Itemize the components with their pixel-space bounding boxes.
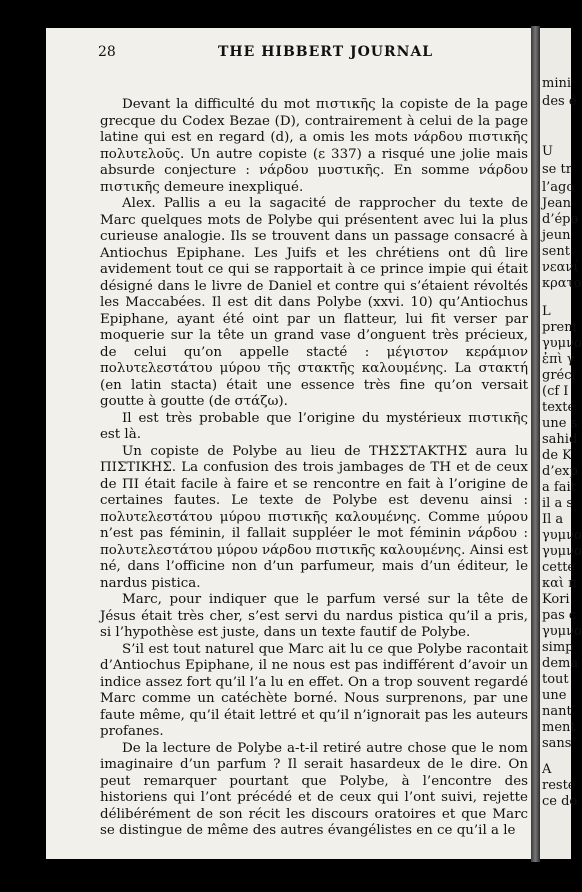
paragraph: Devant la difficulté du mot πιστικῆς la copiste de la page grecque du Codex Bezae (D), contrairement à celui de la page latine qui est en regard (d), a omis les mots νάρδου πιστικῆς πολυτελοῦς. Un autre copiste (ε 337) a risqué une jolie mais absurde conjecture : νάρδου μυστικῆς. En somme νάρδου πιστικῆς demeure inexpliqué. [100,97,528,195]
book-gutter [531,26,540,862]
facing-page-fragment: Jean [542,196,572,211]
paragraph: S’il est tout naturel que Marc ait lu ce que Polybe racontait d’Antiochus Epiphane, il ne nous est pas indifférent d’avoir un indice assez fort qu’il l’a lu en effet. On a trop souvent regardé Marc comme un catéchète borné. Nous surprenons, par une faute même, qu’il était lettré et qu’il n’ignorait pas les auteurs profanes. [100,641,528,739]
paragraph: Il est très probable que l’origine du mystérieux πιστικῆς est là. [100,410,528,442]
page-number: 28 [98,44,116,60]
facing-page-fragment: de K [542,448,572,463]
facing-page-fragment: texte [542,400,576,415]
facing-page-fragment: Kori [542,592,570,607]
facing-page-fragment: κρατο [542,276,582,291]
running-title: THE HIBBERT JOURNAL [218,44,434,60]
paragraph: Alex. Pallis a eu la sagacité de rapprocher du texte de Marc quelques mots de Polybe qui présentent avec lui la plus curieuse analogie. Ils se trouvent dans un passage consacré à Antiochus Epiphane. Les Juifs et les chrétiens ont dû lire avidement tout ce qui se rapportait à ce prince impie qui était désigné dans le livre de Daniel et contre qui s’étaient révoltés les Maccabées. Il est dit dans Polybe (xxvi. 10) qu’Antiochus Epiphane, ayant été oint par un flatteur, lui fit verser par moquerie sur la tête un grand vase d’onguent très précieux, de celui qu’on appelle stacté : μέγιστον κεράμιον πολυτελεστάτου μύρου τῆς στακτῆς καλουμένης. La στακτή (en latin stacta) était une essence très fine qu’on versait goutte à goutte (de στάζω). [100,196,528,409]
facing-page-fragment: sahid [542,432,578,447]
facing-page-fragment: tout [542,672,569,687]
facing-page-fragment: gréci [542,368,576,383]
facing-page-fragment: sans [542,736,572,751]
facing-page-fragment: (cf I [542,384,569,399]
facing-page-fragment: simp [542,640,574,655]
facing-page-fragment: reste [542,778,576,793]
facing-page-fragment: a fait [542,480,576,495]
facing-page-fragment: des é [542,94,577,109]
facing-page-fragment: καὶ π [542,576,577,591]
facing-page-fragment: l’ago [542,180,575,195]
paragraph: Un copiste de Polybe au lieu de ΤΗΣΣΤΑΚΤΗΣ aura lu ΠΙΣΤΙΚΗΣ. La confusion des trois jambages de TH et de ceux de ΠΙ était facile à faire et se rencontre en fait à l’origine de certaines fautes. Le texte de Polybe est devenu ainsi : πολυτελεστάτου μύρου πιστικῆς καλουμένης. Comme μύρου n’est pas féminin, il fallait suppléer le mot féminin νάρδου : πολυτελεστάτου μύρου νάρδου πιστικῆς καλουμένης. Ainsi est né, dans l’officine non d’un parfumeur, mais d’un éditeur, le nardus pistica. [100,443,528,591]
facing-page-fragment: nant [542,704,572,719]
facing-page-fragment: νεανί [542,260,579,275]
body-text [100,97,528,840]
facing-page-fragment: Il a [542,512,564,527]
facing-page-fragment: pas c [542,608,577,623]
facing-page-fragment: d’épo [542,212,579,227]
facing-page-fragment: il a s [542,496,574,511]
paragraph: Marc, pour indiquer que le parfum versé sur la tête de Jésus était très cher, s’est servi du nardus pistica qu’il a pris, si l’hypothèse est juste, dans un texte fautif de Polybe. [100,592,528,640]
facing-page-fragment: une s [542,416,578,431]
facing-page-edge [540,28,582,859]
page-header [98,44,548,64]
facing-page-fragment: se tr [542,162,572,177]
facing-page-fragment: γυμνο [542,528,582,543]
facing-page-fragment: une [542,688,567,703]
facing-page-fragment: jeun [542,228,571,243]
paragraph: De la lecture de Polybe a-t-il retiré autre chose que le nom imaginaire d’un parfum ? Il serait hasardeux de le dire. On peut remarquer pourtant que Polybe, à l’encontre des historiens qui l’ont précédé et de ceux qui l’ont suivi, rejette délibérément de son récit les discours oratoires et que Marc se distingue de même des autres évangélistes en ce qu’il a le [100,740,528,838]
facing-page-fragment: ἐπὶ γ [542,352,575,367]
facing-page-fragment: d’exp [542,464,578,479]
facing-page-fragment: A [542,762,552,777]
facing-page-fragment: cette [542,560,576,575]
facing-page-fragment: γυμνο [542,624,582,639]
facing-page-fragment: ce do [542,794,578,809]
facing-page-fragment: sent [542,244,570,259]
facing-page-fragment: dema [542,656,579,671]
facing-page-fragment: mini [542,76,572,91]
facing-page-fragment: U [542,144,553,159]
facing-page-fragment: γυμνο [542,336,582,351]
facing-page-fragment: γυμνο [542,544,582,559]
facing-page-fragment: ment [542,720,576,735]
facing-page-fragment: L [542,304,551,319]
facing-page-fragment: prem [542,320,577,335]
